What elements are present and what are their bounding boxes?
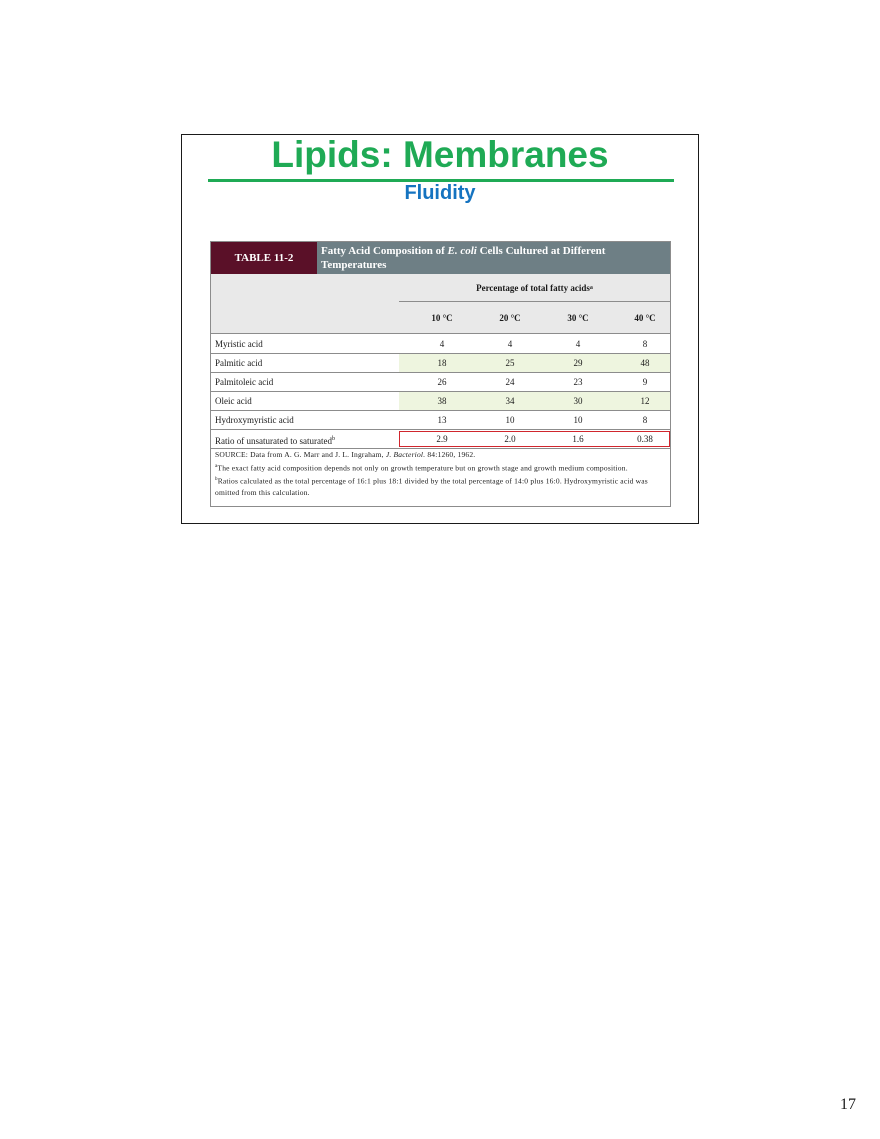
table-cell: 2.0 xyxy=(504,434,516,444)
row-label: Hydroxymyristic acid xyxy=(215,415,294,425)
footnote-mark-b: b xyxy=(331,436,335,442)
table-title-organism: E. coli xyxy=(447,245,477,257)
table-row xyxy=(211,392,670,411)
footnote-a-mark: a xyxy=(215,463,218,469)
table-cell: 4 xyxy=(507,339,513,349)
table-row xyxy=(211,335,670,354)
row-label: Myristic acid xyxy=(215,339,263,349)
slide-subtitle: Fluidity xyxy=(404,182,476,204)
table-cell: 9 xyxy=(642,377,648,387)
table-cell: 18 xyxy=(437,358,447,368)
table-cell: 12 xyxy=(640,396,650,406)
column-header-20c: 20 °C xyxy=(499,313,521,323)
table-caption xyxy=(211,242,670,274)
table-cell: 30 xyxy=(573,396,583,406)
column-header-30c: 30 °C xyxy=(567,313,589,323)
table-cell: 26 xyxy=(437,377,447,387)
table-title xyxy=(317,242,670,274)
table-row xyxy=(211,411,670,430)
column-group-header xyxy=(399,274,670,301)
table-cell: 8 xyxy=(642,415,648,425)
source-journal: J. Bacteriol. xyxy=(385,450,426,459)
table-cell: 1.6 xyxy=(572,434,584,444)
table-title-prefix: Fatty Acid Composition of xyxy=(321,245,448,257)
table-footnotes xyxy=(215,449,665,498)
column-group-label: Percentage of total fatty acids xyxy=(476,282,590,293)
slide-frame xyxy=(181,134,699,524)
row-label: Palmitoleic acid xyxy=(215,377,274,387)
table-cell: 29 xyxy=(573,358,583,368)
ratio-label: Ratio of unsaturated to saturated xyxy=(215,436,332,446)
source-suffix: 84:1260, 1962. xyxy=(425,450,476,459)
row-label: Palmitic acid xyxy=(215,358,263,368)
table-cell: 8 xyxy=(642,339,648,349)
table-cell: 13 xyxy=(437,415,447,425)
source-prefix: SOURCE: Data from A. G. Marr and J. L. Ingraham, xyxy=(215,450,386,459)
table-cell: 34 xyxy=(505,396,515,406)
table-row xyxy=(211,354,670,373)
table-cell: 38 xyxy=(437,396,447,406)
footnote-b-mark: b xyxy=(215,476,218,482)
table-label: TABLE 11-2 xyxy=(211,242,317,274)
table-cell: 48 xyxy=(640,358,650,368)
column-header-10c: 10 °C xyxy=(431,313,453,323)
slide-title: Lipids: Membranes xyxy=(271,134,609,175)
table-title-suffix: Cells Cultured at Different Temperatures xyxy=(321,245,606,271)
row-label xyxy=(215,430,335,449)
footnote-mark-a: a xyxy=(589,284,593,291)
footnote-a xyxy=(215,461,665,474)
table-cell: 10 xyxy=(573,415,583,425)
column-header-40c: 40 °C xyxy=(634,313,656,323)
table-cell: 2.9 xyxy=(436,434,448,444)
table-cell: 4 xyxy=(575,339,581,349)
table-row-ratio xyxy=(211,430,670,449)
footnote-b xyxy=(215,474,665,499)
table-cell: 10 xyxy=(505,415,515,425)
table-row xyxy=(211,373,670,392)
table-cell: 23 xyxy=(573,377,583,387)
footnote-source xyxy=(215,449,665,461)
fatty-acid-table xyxy=(210,241,671,507)
table-cell: 25 xyxy=(505,358,515,368)
table-column-header xyxy=(211,274,670,334)
footnote-b-text: Ratios calculated as the total percentage of 16:1 plus 18:1 divided by the total percentage of 14:0 plus 16:0. Hydroxymyristic acid was omitted from this calculation. xyxy=(215,476,648,497)
table-cell: 4 xyxy=(439,339,445,349)
row-label: Oleic acid xyxy=(215,396,252,406)
page-number: 17 xyxy=(840,1096,856,1113)
table-cell: 0.38 xyxy=(637,434,653,444)
footnote-a-text: The exact fatty acid composition depends not only on growth temperature but on growth stage and growth medium composition. xyxy=(217,463,628,472)
table-cell: 24 xyxy=(505,377,515,387)
